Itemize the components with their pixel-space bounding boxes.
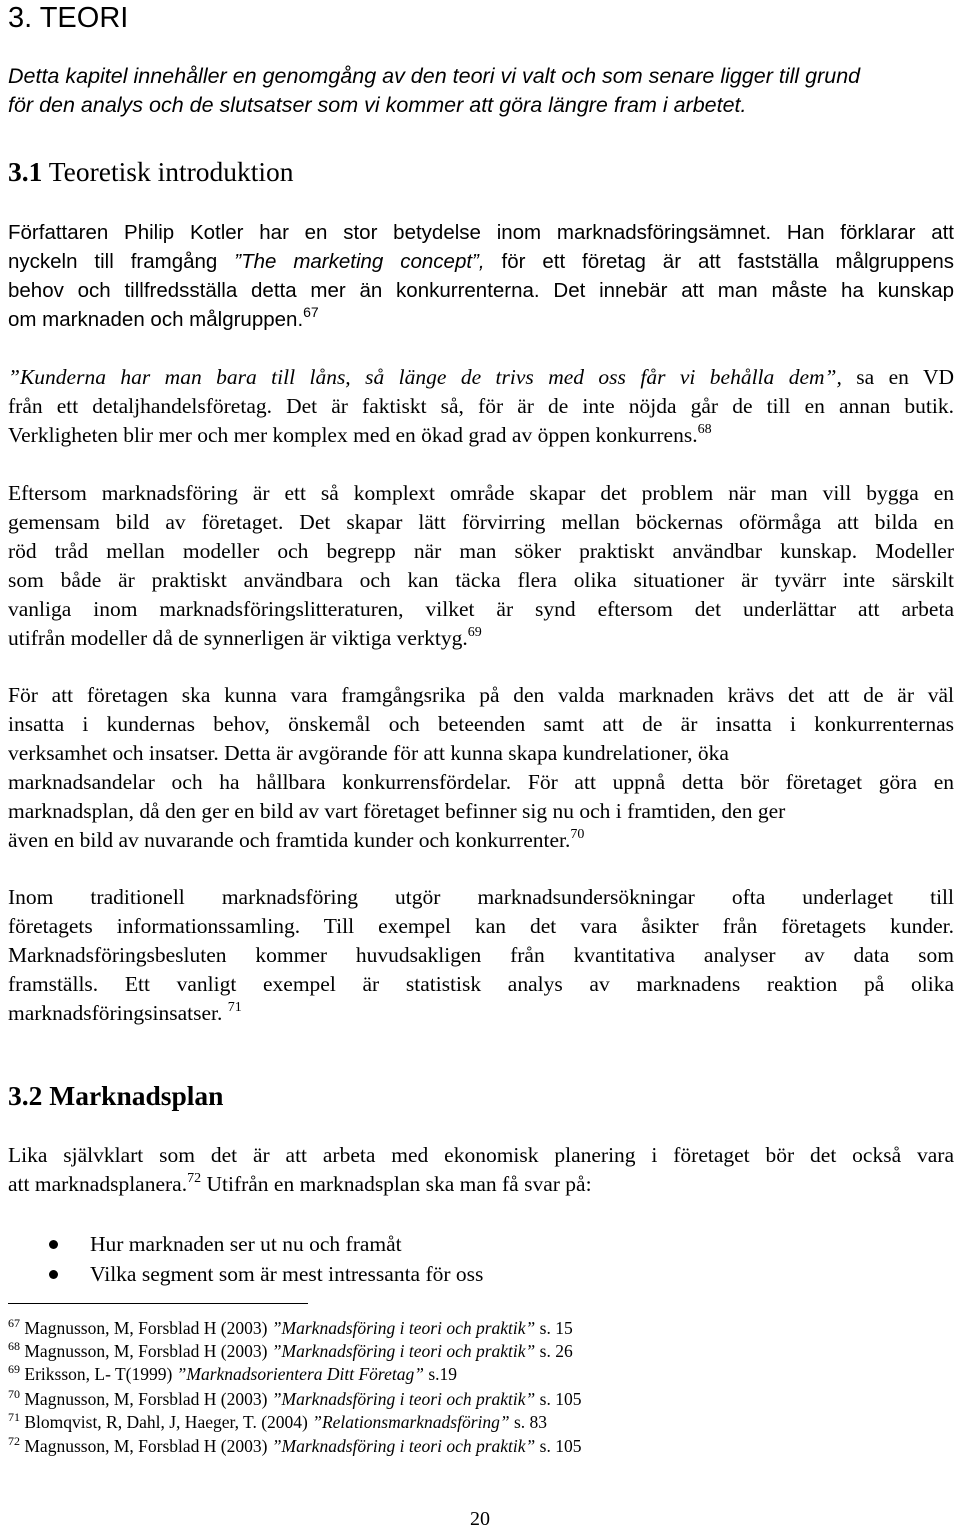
footnote-ref: 71 <box>227 1000 242 1015</box>
footnote-page: s. 83 <box>509 1412 548 1432</box>
footnote-title: ”Marknadsföring i teori och praktik” <box>271 1318 536 1338</box>
text-segment: Verkligheten blir mer och mer komplex med en ökad grad av öppen konkurrens. <box>8 423 698 447</box>
text-segment: marknadsföringsinsatser. <box>8 1001 223 1025</box>
section-title: Teoretisk introduktion <box>48 156 294 187</box>
section-number: 3.1 <box>8 156 43 187</box>
paragraph-6-line-1: Lika självklart som det är att arbeta med ekonomisk planering i företaget bör det också vara <box>8 1143 954 1167</box>
footnote-title: ”Marknadsföring i teori och praktik” <box>271 1341 536 1361</box>
footnote-number: 70 <box>8 1387 20 1401</box>
footnote-68 <box>8 1340 573 1362</box>
paragraph-5-line-1: Inom traditionell marknadsföring utgör marknadsundersökningar ofta underlaget till <box>8 885 954 909</box>
footnote-70 <box>8 1388 581 1410</box>
paragraph-5-line-3: Marknadsföringsbesluten kommer huvudsakligen från kvantitativa analyser av data som <box>8 943 954 967</box>
quote: ”Kunderna har man bara till låns, så länge de trivs med oss får vi behålla dem”, <box>8 365 842 389</box>
footnote-title: ”Relationsmarknadsföring” <box>312 1412 510 1432</box>
footnote-69 <box>8 1363 457 1385</box>
paragraph-1-line-1 <box>8 218 954 247</box>
paragraph-5-line-5 <box>8 999 242 1028</box>
footnote-text: Magnusson, M, Forsblad H (2003) <box>20 1341 272 1361</box>
footnote-page: s.19 <box>423 1364 457 1384</box>
paragraph-1-line-3: behov och tillfredsställa detta mer än konkurrenterna. Det innebär att man måste ha kunskap <box>8 279 954 302</box>
section-heading-3-1 <box>8 156 294 188</box>
paragraph-3-line-1: Eftersom marknadsföring är ett så komplext område skapar det problem när man vill bygga en <box>8 481 954 505</box>
footnote-page: s. 15 <box>535 1318 573 1338</box>
text-segment: Han förklarar att <box>771 221 954 244</box>
footnote-67 <box>8 1317 573 1339</box>
bullet-item-2: Vilka segment som är mest intressanta för oss <box>90 1262 484 1286</box>
paragraph-4-line-6 <box>8 826 584 855</box>
footnote-text: Magnusson, M, Forsblad H (2003) <box>20 1318 272 1338</box>
section-title: Marknadsplan <box>49 1080 224 1111</box>
paragraph-2-line-2: från ett detaljhandelsföretag. Det är faktiskt så, för är de inte nöjda går de till en annan butik. <box>8 394 954 418</box>
footnote-number: 71 <box>8 1410 20 1424</box>
footnote-number: 69 <box>8 1362 20 1376</box>
page-number: 20 <box>470 1508 490 1530</box>
paragraph-5-line-4: framställs. Ett vanligt exempel är statistisk analys av marknadens reaktion på olika <box>8 972 954 996</box>
footnote-number: 67 <box>8 1316 20 1330</box>
paragraph-3-line-5: vanliga inom marknadsföringslitteraturen, vilket är synd eftersom det underlättar att arbeta <box>8 597 954 621</box>
paragraph-3-line-2: gemensam bild av företaget. Det skapar lätt förvirring mellan böckernas oförmåga att bilda en <box>8 510 954 534</box>
footnote-number: 68 <box>8 1339 20 1353</box>
paragraph-3-line-6 <box>8 624 482 653</box>
paragraph-3-line-3: röd tråd mellan modeller och begrepp när man söker praktiskt användbar kunskap. Modeller <box>8 539 954 563</box>
footnote-page: s. 26 <box>535 1341 573 1361</box>
paragraph-5-line-2: företagets informationssamling. Till exempel kan det vara åsikter från företagets kunder. <box>8 914 954 938</box>
footnote-71 <box>8 1411 547 1433</box>
text-segment: Författaren Philip Kotler har en stor betydelse inom marknadsföringsämnet. <box>8 221 772 244</box>
text-segment: sa en VD <box>841 365 954 389</box>
text-segment: för ett företag är att fastställa målgruppens <box>484 250 955 273</box>
footnote-72 <box>8 1435 581 1457</box>
section-heading-3-2 <box>8 1080 223 1112</box>
paragraph-6-line-2 <box>8 1170 592 1199</box>
footnote-title: ”Marknadsorientera Ditt Företag” <box>176 1364 424 1384</box>
footnote-ref: 67 <box>303 304 319 320</box>
footnote-separator <box>8 1303 308 1304</box>
quoted-term: ”The marketing concept”, <box>234 250 485 273</box>
paragraph-4-line-2: insatta i kundernas behov, önskemål och beteenden samt att de är insatta i konkurrenternas <box>8 712 954 736</box>
footnote-page: s. 105 <box>535 1389 582 1409</box>
footnote-ref: 68 <box>697 422 712 437</box>
paragraph-1-line-2 <box>8 247 954 276</box>
footnote-page: s. 105 <box>535 1436 582 1456</box>
footnote-text: Magnusson, M, Forsblad H (2003) <box>20 1389 272 1409</box>
bullet-icon <box>49 1270 58 1279</box>
paragraph-4-line-1: För att företagen ska kunna vara framgångsrika på den valda marknaden krävs det att de är väl <box>8 683 954 707</box>
intro-line-2: för den analys och de slutsatser som vi kommer att göra längre fram i arbetet. <box>8 93 747 117</box>
paragraph-4-line-4: marknadsandelar och ha hållbara konkurrensfördelar. För att uppnå detta bör företaget göra en <box>8 770 954 794</box>
footnote-ref: 70 <box>570 827 585 842</box>
bullet-item-1: Hur marknaden ser ut nu och framåt <box>90 1232 402 1256</box>
paragraph-2-line-1 <box>8 363 954 392</box>
paragraph-3-line-4: som både är praktiskt användbara och kan täcka flera olika situationer är tyvärr inte särskilt <box>8 568 954 592</box>
paragraph-4-line-5: marknadsplan, då den ger en bild av vart företaget befinner sig nu och i framtiden, den ger <box>8 799 786 823</box>
text-segment: även en bild av nuvarande och framtida kunder och konkurrenter. <box>8 828 571 852</box>
footnote-ref: 69 <box>467 625 482 640</box>
chapter-heading: 3. TEORI <box>8 2 129 34</box>
section-number: 3.2 <box>8 1080 43 1111</box>
text-segment: att marknadsplanera. <box>8 1172 188 1196</box>
text-segment: nyckeln till framgång <box>8 250 235 273</box>
footnote-text: Magnusson, M, Forsblad H (2003) <box>20 1436 272 1456</box>
footnote-ref: 72 <box>187 1171 202 1186</box>
footnote-text: Eriksson, L- T(1999) <box>20 1364 177 1384</box>
text-segment: om marknaden och målgruppen. <box>8 308 304 331</box>
paragraph-4-line-3: verksamhet och insatser. Detta är avgörande för att kunna skapa kundrelationer, öka <box>8 741 729 765</box>
footnote-number: 72 <box>8 1434 20 1448</box>
footnote-title: ”Marknadsföring i teori och praktik” <box>271 1389 536 1409</box>
paragraph-2-line-3 <box>8 421 712 450</box>
intro-line-1: Detta kapitel innehåller en genomgång av den teori vi valt och som senare ligger till grund <box>8 64 861 88</box>
paragraph-1-line-4 <box>8 305 319 334</box>
footnote-title: ”Marknadsföring i teori och praktik” <box>271 1436 536 1456</box>
bullet-icon <box>49 1240 58 1249</box>
footnote-text: Blomqvist, R, Dahl, J, Haeger, T. (2004) <box>20 1412 313 1432</box>
text-segment: utifrån modeller då de synnerligen är viktiga verktyg. <box>8 626 468 650</box>
text-segment: Utifrån en marknadsplan ska man få svar på: <box>201 1172 592 1196</box>
